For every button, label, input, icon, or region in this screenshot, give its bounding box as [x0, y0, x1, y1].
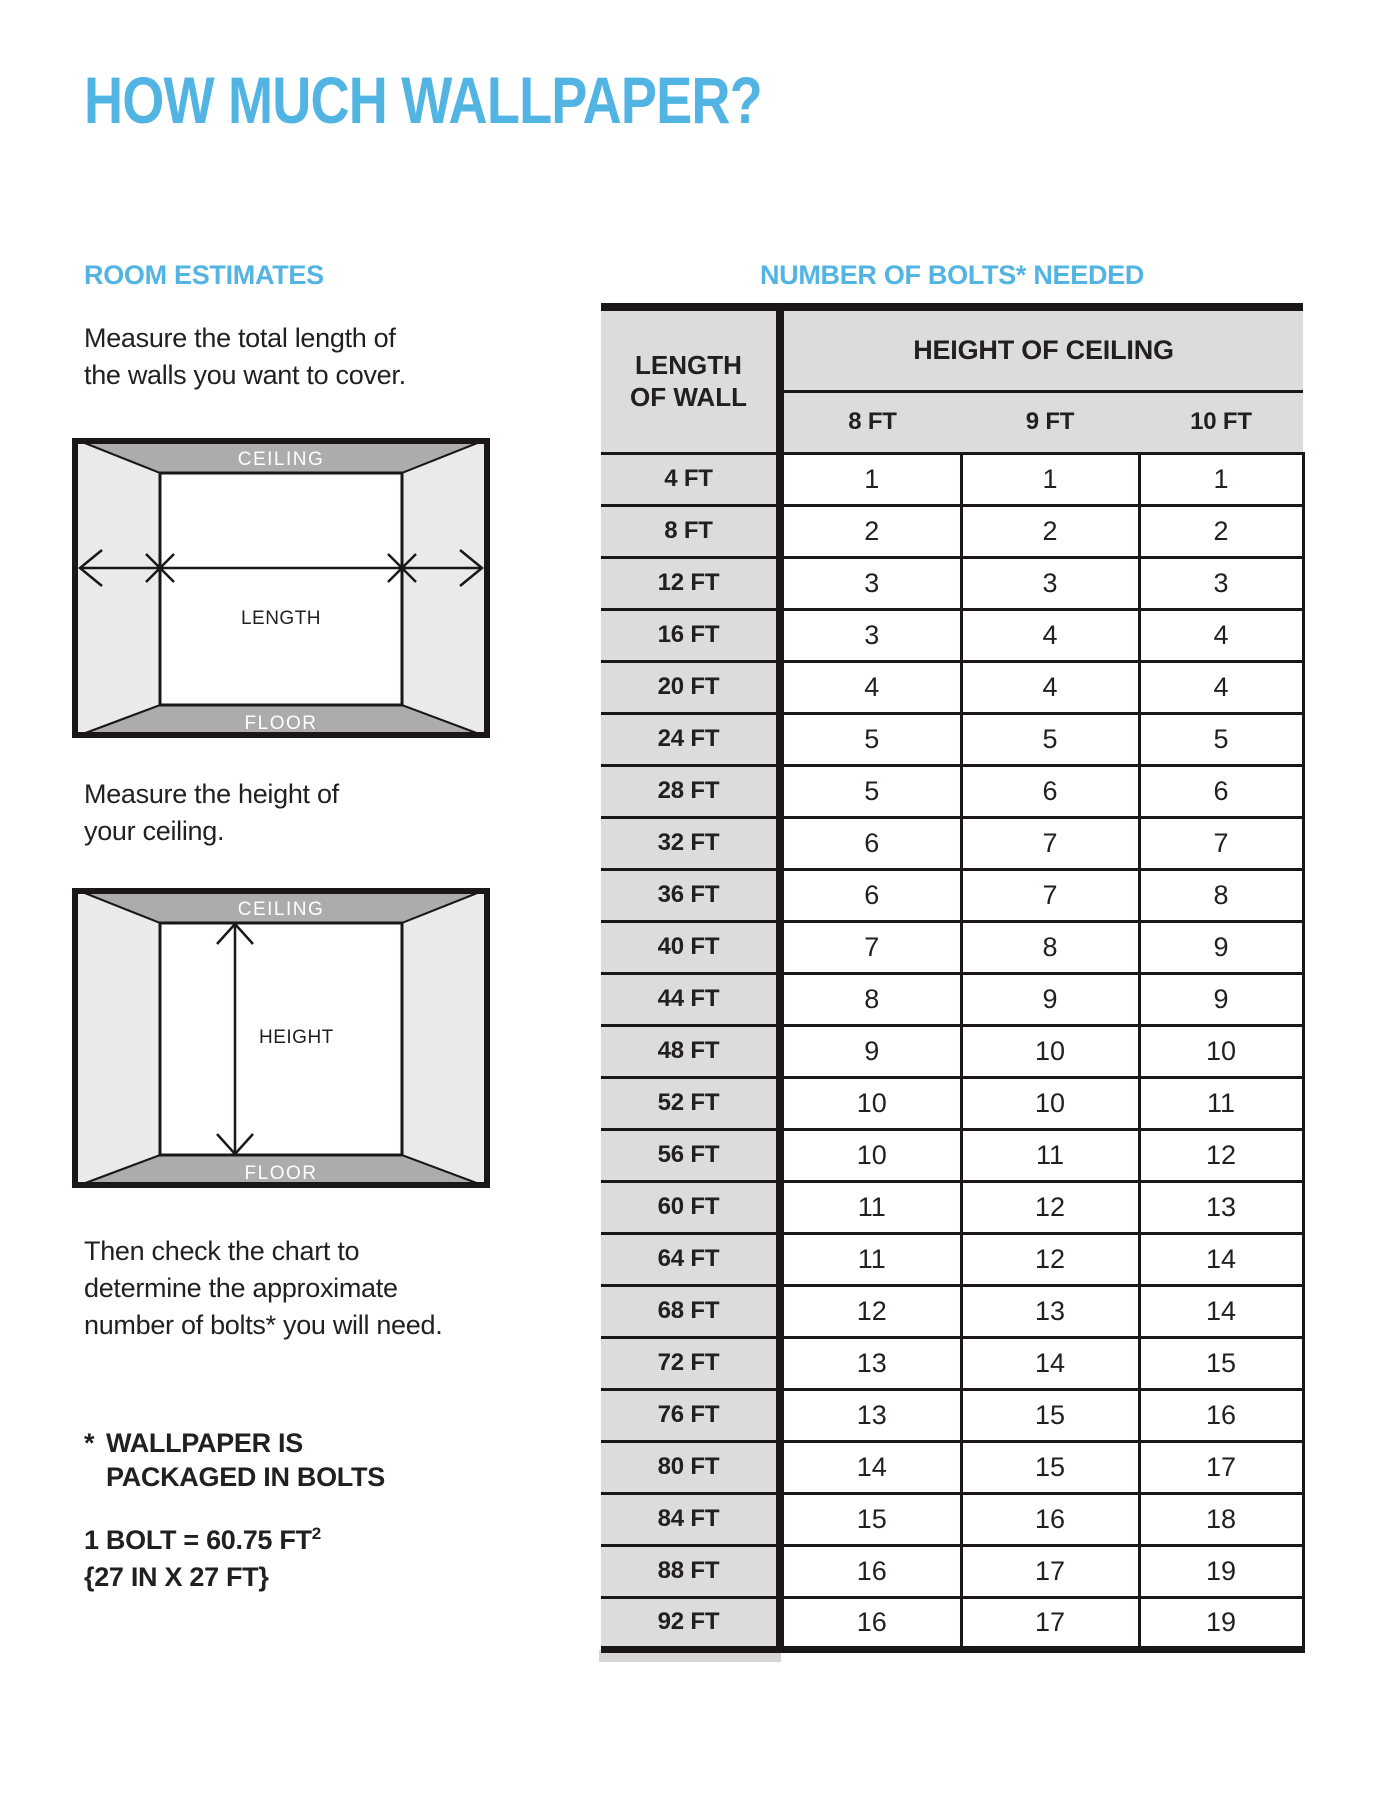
bolts-table-container	[601, 303, 1305, 1653]
table-row	[601, 973, 1303, 1025]
cell-9ft: 3	[961, 557, 1139, 609]
cell-8ft: 4	[780, 661, 961, 713]
cell-10ft: 1	[1139, 453, 1303, 505]
instruction-line: your ceiling.	[84, 816, 225, 846]
cell-9ft: 9	[961, 973, 1139, 1025]
room-length-diagram	[72, 438, 490, 738]
cell-9ft: 2	[961, 505, 1139, 557]
row-label: 24 FT	[601, 713, 780, 765]
instruction-line: Measure the total length of	[84, 323, 396, 353]
back-wall-surface	[160, 473, 402, 705]
table-row	[601, 453, 1303, 505]
cell-8ft: 5	[780, 713, 961, 765]
cell-8ft: 11	[780, 1233, 961, 1285]
row-label: 36 FT	[601, 869, 780, 921]
row-label: 68 FT	[601, 1285, 780, 1337]
cell-9ft: 14	[961, 1337, 1139, 1389]
row-label: 76 FT	[601, 1389, 780, 1441]
row-label: 48 FT	[601, 1025, 780, 1077]
cell-8ft: 13	[780, 1337, 961, 1389]
cell-10ft: 9	[1139, 921, 1303, 973]
cell-9ft: 16	[961, 1493, 1139, 1545]
row-group-header-line: LENGTH	[635, 350, 742, 381]
table-row	[601, 1337, 1303, 1389]
cell-9ft: 11	[961, 1129, 1139, 1181]
table-row	[601, 1129, 1303, 1181]
ceiling-label: CEILING	[237, 899, 325, 920]
cell-9ft: 1	[961, 453, 1139, 505]
height-measure-label: HEIGHT	[259, 1027, 334, 1048]
bolts-table-body	[601, 453, 1303, 1649]
cell-10ft: 7	[1139, 817, 1303, 869]
cell-10ft: 14	[1139, 1285, 1303, 1337]
column-header-10ft: 10 FT	[1139, 391, 1303, 453]
cell-10ft: 10	[1139, 1025, 1303, 1077]
instruction-check-chart	[84, 1233, 442, 1344]
room-estimates-heading: ROOM ESTIMATES	[84, 260, 324, 290]
table-row	[601, 713, 1303, 765]
cell-8ft: 13	[780, 1389, 961, 1441]
cell-9ft: 10	[961, 1077, 1139, 1129]
row-label: 40 FT	[601, 921, 780, 973]
cell-9ft: 10	[961, 1025, 1139, 1077]
column-header-8ft: 8 FT	[780, 391, 961, 453]
room-height-diagram	[72, 888, 490, 1188]
left-wall-surface	[72, 888, 160, 1188]
cell-10ft: 6	[1139, 765, 1303, 817]
cell-8ft: 15	[780, 1493, 961, 1545]
cell-10ft: 12	[1139, 1129, 1303, 1181]
page-title: HOW MUCH WALLPAPER?	[84, 63, 762, 137]
instruction-measure-length	[84, 320, 406, 394]
bolt-equation-superscript: 2	[311, 1524, 321, 1543]
footnote-line: WALLPAPER IS	[106, 1428, 303, 1458]
table-row	[601, 1493, 1303, 1545]
cell-10ft: 4	[1139, 661, 1303, 713]
table-row	[601, 1077, 1303, 1129]
cell-10ft: 3	[1139, 557, 1303, 609]
instruction-line: number of bolts* you will need.	[84, 1310, 443, 1340]
table-row	[601, 1441, 1303, 1493]
table-row	[601, 921, 1303, 973]
cell-9ft: 15	[961, 1441, 1139, 1493]
cell-8ft: 6	[780, 869, 961, 921]
table-row	[601, 505, 1303, 557]
bolts-table	[601, 303, 1305, 1653]
row-label: 88 FT	[601, 1545, 780, 1597]
table-row	[601, 609, 1303, 661]
column-header-9ft: 9 FT	[961, 391, 1139, 453]
cell-9ft: 13	[961, 1285, 1139, 1337]
column-group-header: HEIGHT OF CEILING	[780, 307, 1303, 391]
footnote-text	[106, 1426, 385, 1494]
row-label: 64 FT	[601, 1233, 780, 1285]
cell-10ft: 13	[1139, 1181, 1303, 1233]
cell-10ft: 2	[1139, 505, 1303, 557]
cell-8ft: 11	[780, 1181, 961, 1233]
cell-10ft: 15	[1139, 1337, 1303, 1389]
table-row	[601, 869, 1303, 921]
footnote-line: PACKAGED IN BOLTS	[106, 1462, 385, 1492]
instruction-line: the walls you want to cover.	[84, 360, 406, 390]
cell-10ft: 17	[1139, 1441, 1303, 1493]
cell-10ft: 11	[1139, 1077, 1303, 1129]
cell-10ft: 16	[1139, 1389, 1303, 1441]
bolt-size-note	[84, 1522, 321, 1596]
instruction-line: Measure the height of	[84, 779, 339, 809]
table-row	[601, 1545, 1303, 1597]
row-label: 12 FT	[601, 557, 780, 609]
cell-9ft: 17	[961, 1545, 1139, 1597]
cell-9ft: 7	[961, 869, 1139, 921]
right-wall-surface	[402, 438, 490, 738]
table-row	[601, 817, 1303, 869]
table-row	[601, 1285, 1303, 1337]
cell-8ft: 14	[780, 1441, 961, 1493]
cell-10ft: 19	[1139, 1597, 1303, 1649]
bolt-equation	[84, 1525, 321, 1555]
row-label: 84 FT	[601, 1493, 780, 1545]
table-row	[601, 1389, 1303, 1441]
cell-9ft: 17	[961, 1597, 1139, 1649]
instruction-line: determine the approximate	[84, 1273, 398, 1303]
row-group-header-line: OF WALL	[630, 382, 747, 413]
cell-8ft: 10	[780, 1077, 961, 1129]
bolt-footnote	[84, 1426, 385, 1494]
table-row	[601, 1181, 1303, 1233]
row-label: 92 FT	[601, 1597, 780, 1649]
row-label: 44 FT	[601, 973, 780, 1025]
table-row	[601, 1025, 1303, 1077]
row-label: 8 FT	[601, 505, 780, 557]
bolt-equation-text: 1 BOLT = 60.75 FT	[84, 1525, 312, 1555]
cell-8ft: 16	[780, 1545, 961, 1597]
cell-10ft: 8	[1139, 869, 1303, 921]
cell-8ft: 5	[780, 765, 961, 817]
row-label: 80 FT	[601, 1441, 780, 1493]
cell-10ft: 5	[1139, 713, 1303, 765]
cell-9ft: 6	[961, 765, 1139, 817]
right-wall-surface	[402, 888, 490, 1188]
cell-8ft: 9	[780, 1025, 961, 1077]
row-label: 60 FT	[601, 1181, 780, 1233]
row-label: 56 FT	[601, 1129, 780, 1181]
cell-9ft: 15	[961, 1389, 1139, 1441]
table-row	[601, 1233, 1303, 1285]
cell-9ft: 12	[961, 1181, 1139, 1233]
cell-8ft: 8	[780, 973, 961, 1025]
cell-9ft: 5	[961, 713, 1139, 765]
cell-8ft: 2	[780, 505, 961, 557]
instruction-line: Then check the chart to	[84, 1236, 360, 1266]
row-label: 72 FT	[601, 1337, 780, 1389]
cell-8ft: 12	[780, 1285, 961, 1337]
footnote-asterisk: *	[84, 1428, 95, 1458]
floor-label: FLOOR	[244, 713, 318, 734]
cell-10ft: 4	[1139, 609, 1303, 661]
cell-8ft: 6	[780, 817, 961, 869]
row-label: 16 FT	[601, 609, 780, 661]
cell-9ft: 4	[961, 661, 1139, 713]
row-label: 32 FT	[601, 817, 780, 869]
length-measure-label: LENGTH	[240, 608, 322, 629]
cell-8ft: 1	[780, 453, 961, 505]
cell-10ft: 19	[1139, 1545, 1303, 1597]
table-row	[601, 1597, 1303, 1649]
bolt-dimensions: {27 IN X 27 FT}	[84, 1562, 269, 1592]
row-group-header	[601, 307, 780, 453]
instruction-measure-height	[84, 776, 339, 850]
floor-label: FLOOR	[244, 1163, 318, 1184]
table-row	[601, 557, 1303, 609]
left-wall-surface	[72, 438, 160, 738]
row-label: 52 FT	[601, 1077, 780, 1129]
ceiling-label: CEILING	[237, 449, 325, 470]
cell-9ft: 4	[961, 609, 1139, 661]
row-label: 20 FT	[601, 661, 780, 713]
cell-10ft: 14	[1139, 1233, 1303, 1285]
table-row	[601, 765, 1303, 817]
table-row	[601, 661, 1303, 713]
cell-8ft: 3	[780, 609, 961, 661]
cell-10ft: 18	[1139, 1493, 1303, 1545]
cell-9ft: 7	[961, 817, 1139, 869]
cell-10ft: 9	[1139, 973, 1303, 1025]
cell-9ft: 8	[961, 921, 1139, 973]
cell-8ft: 10	[780, 1129, 961, 1181]
bolts-needed-heading: NUMBER OF BOLTS* NEEDED	[759, 260, 1145, 290]
row-label: 4 FT	[601, 453, 780, 505]
row-label: 28 FT	[601, 765, 780, 817]
cell-8ft: 3	[780, 557, 961, 609]
cell-8ft: 7	[780, 921, 961, 973]
cell-9ft: 12	[961, 1233, 1139, 1285]
cell-8ft: 16	[780, 1597, 961, 1649]
